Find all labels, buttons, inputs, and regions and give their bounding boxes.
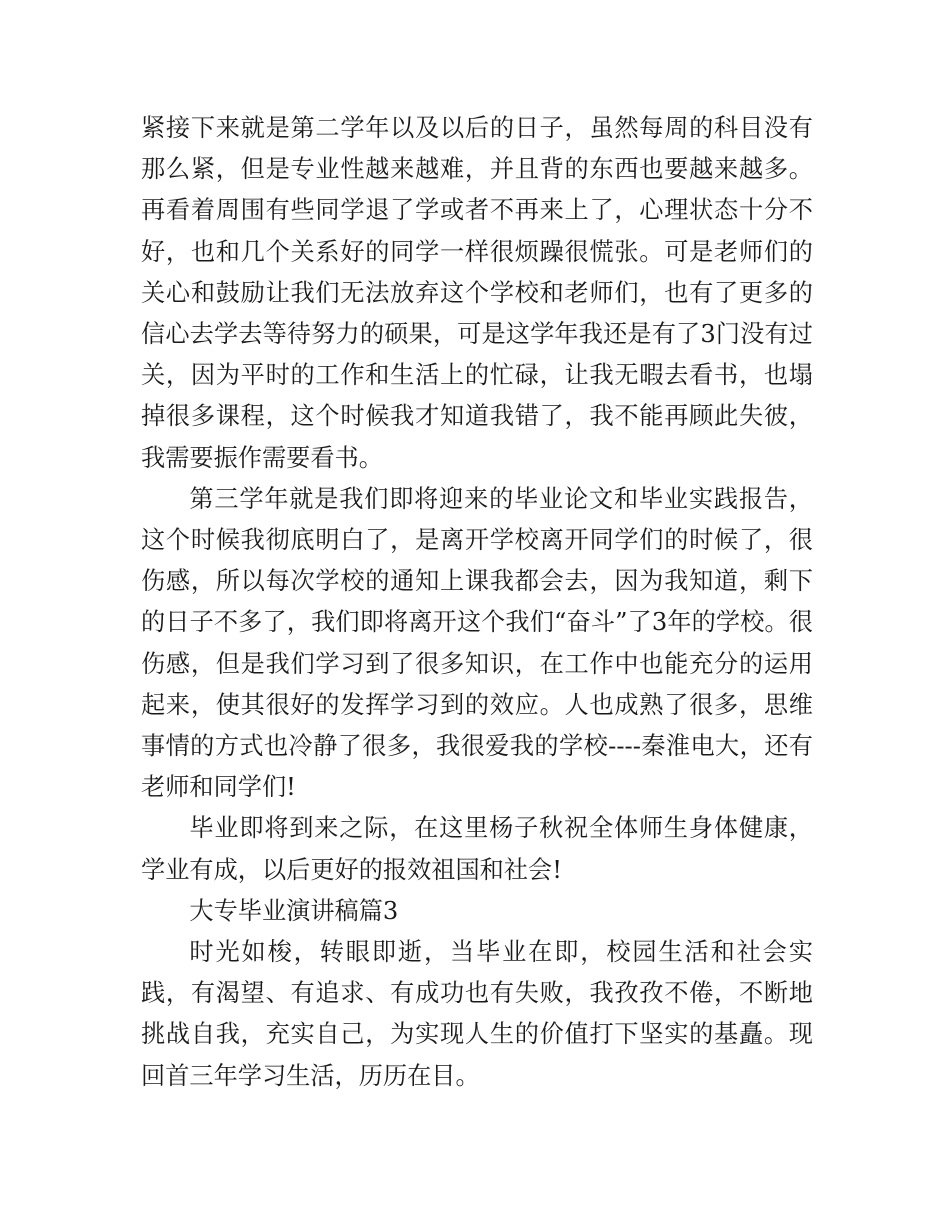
paragraph-4: 时光如梭，转眼即逝，当毕业在即，校园生活和社会实践，有渴望、有追求、有成功也有失败，我孜孜不倦，不断地挑战自我，充实自己，为实现人生的价值打下坚实的基矗。现回首三年学习生活，历历在目。 — [141, 938, 813, 1090]
document-body — [141, 108, 813, 1097]
paragraph-1: 紧接下来就是第二学年以及以后的日子，虽然每周的科目没有那么紧，但是专业性越来越难，并且背的东西也要越来越多。再看着周围有些同学退了学或者不再来上了，心理状态十分不好，也和几个关系好的同学一样很烦躁很慌张。可是老师们的关心和鼓励让我们无法放弃这个学校和老师们，也有了更多的信心去学去等待努力的硕果，可是这学年我还是有了3门没有过关，因为平时的工作和生活上的忙碌，让我无暇去看书，也塌掉很多课程，这个时候我才知道我错了，我不能再顾此失彼，我需要振作需要看书。 — [141, 114, 813, 472]
paragraph-3: 毕业即将到来之际，在这里杨子秋祝全体师生身体健康，学业有成，以后更好的报效祖国和社会! — [141, 814, 813, 884]
section-heading: 大专毕业演讲稿篇3 — [189, 896, 399, 925]
paragraph-2: 第三学年就是我们即将迎来的毕业论文和毕业实践报告，这个时候我彻底明白了，是离开学校离开同学们的时候了，很伤感，所以每次学校的通知上课我都会去，因为我知道，剩下的日子不多了，我们即将离开这个我们“奋斗”了3年的学校。很伤感，但是我们学习到了很多知识，在工作中也能充分的运用起来，使其很好的发挥学习到的效应。人也成熟了很多，思维事情的方式也冷静了很多，我很爱我的学校----秦淮电大，还有老师和同学们! — [141, 484, 813, 802]
